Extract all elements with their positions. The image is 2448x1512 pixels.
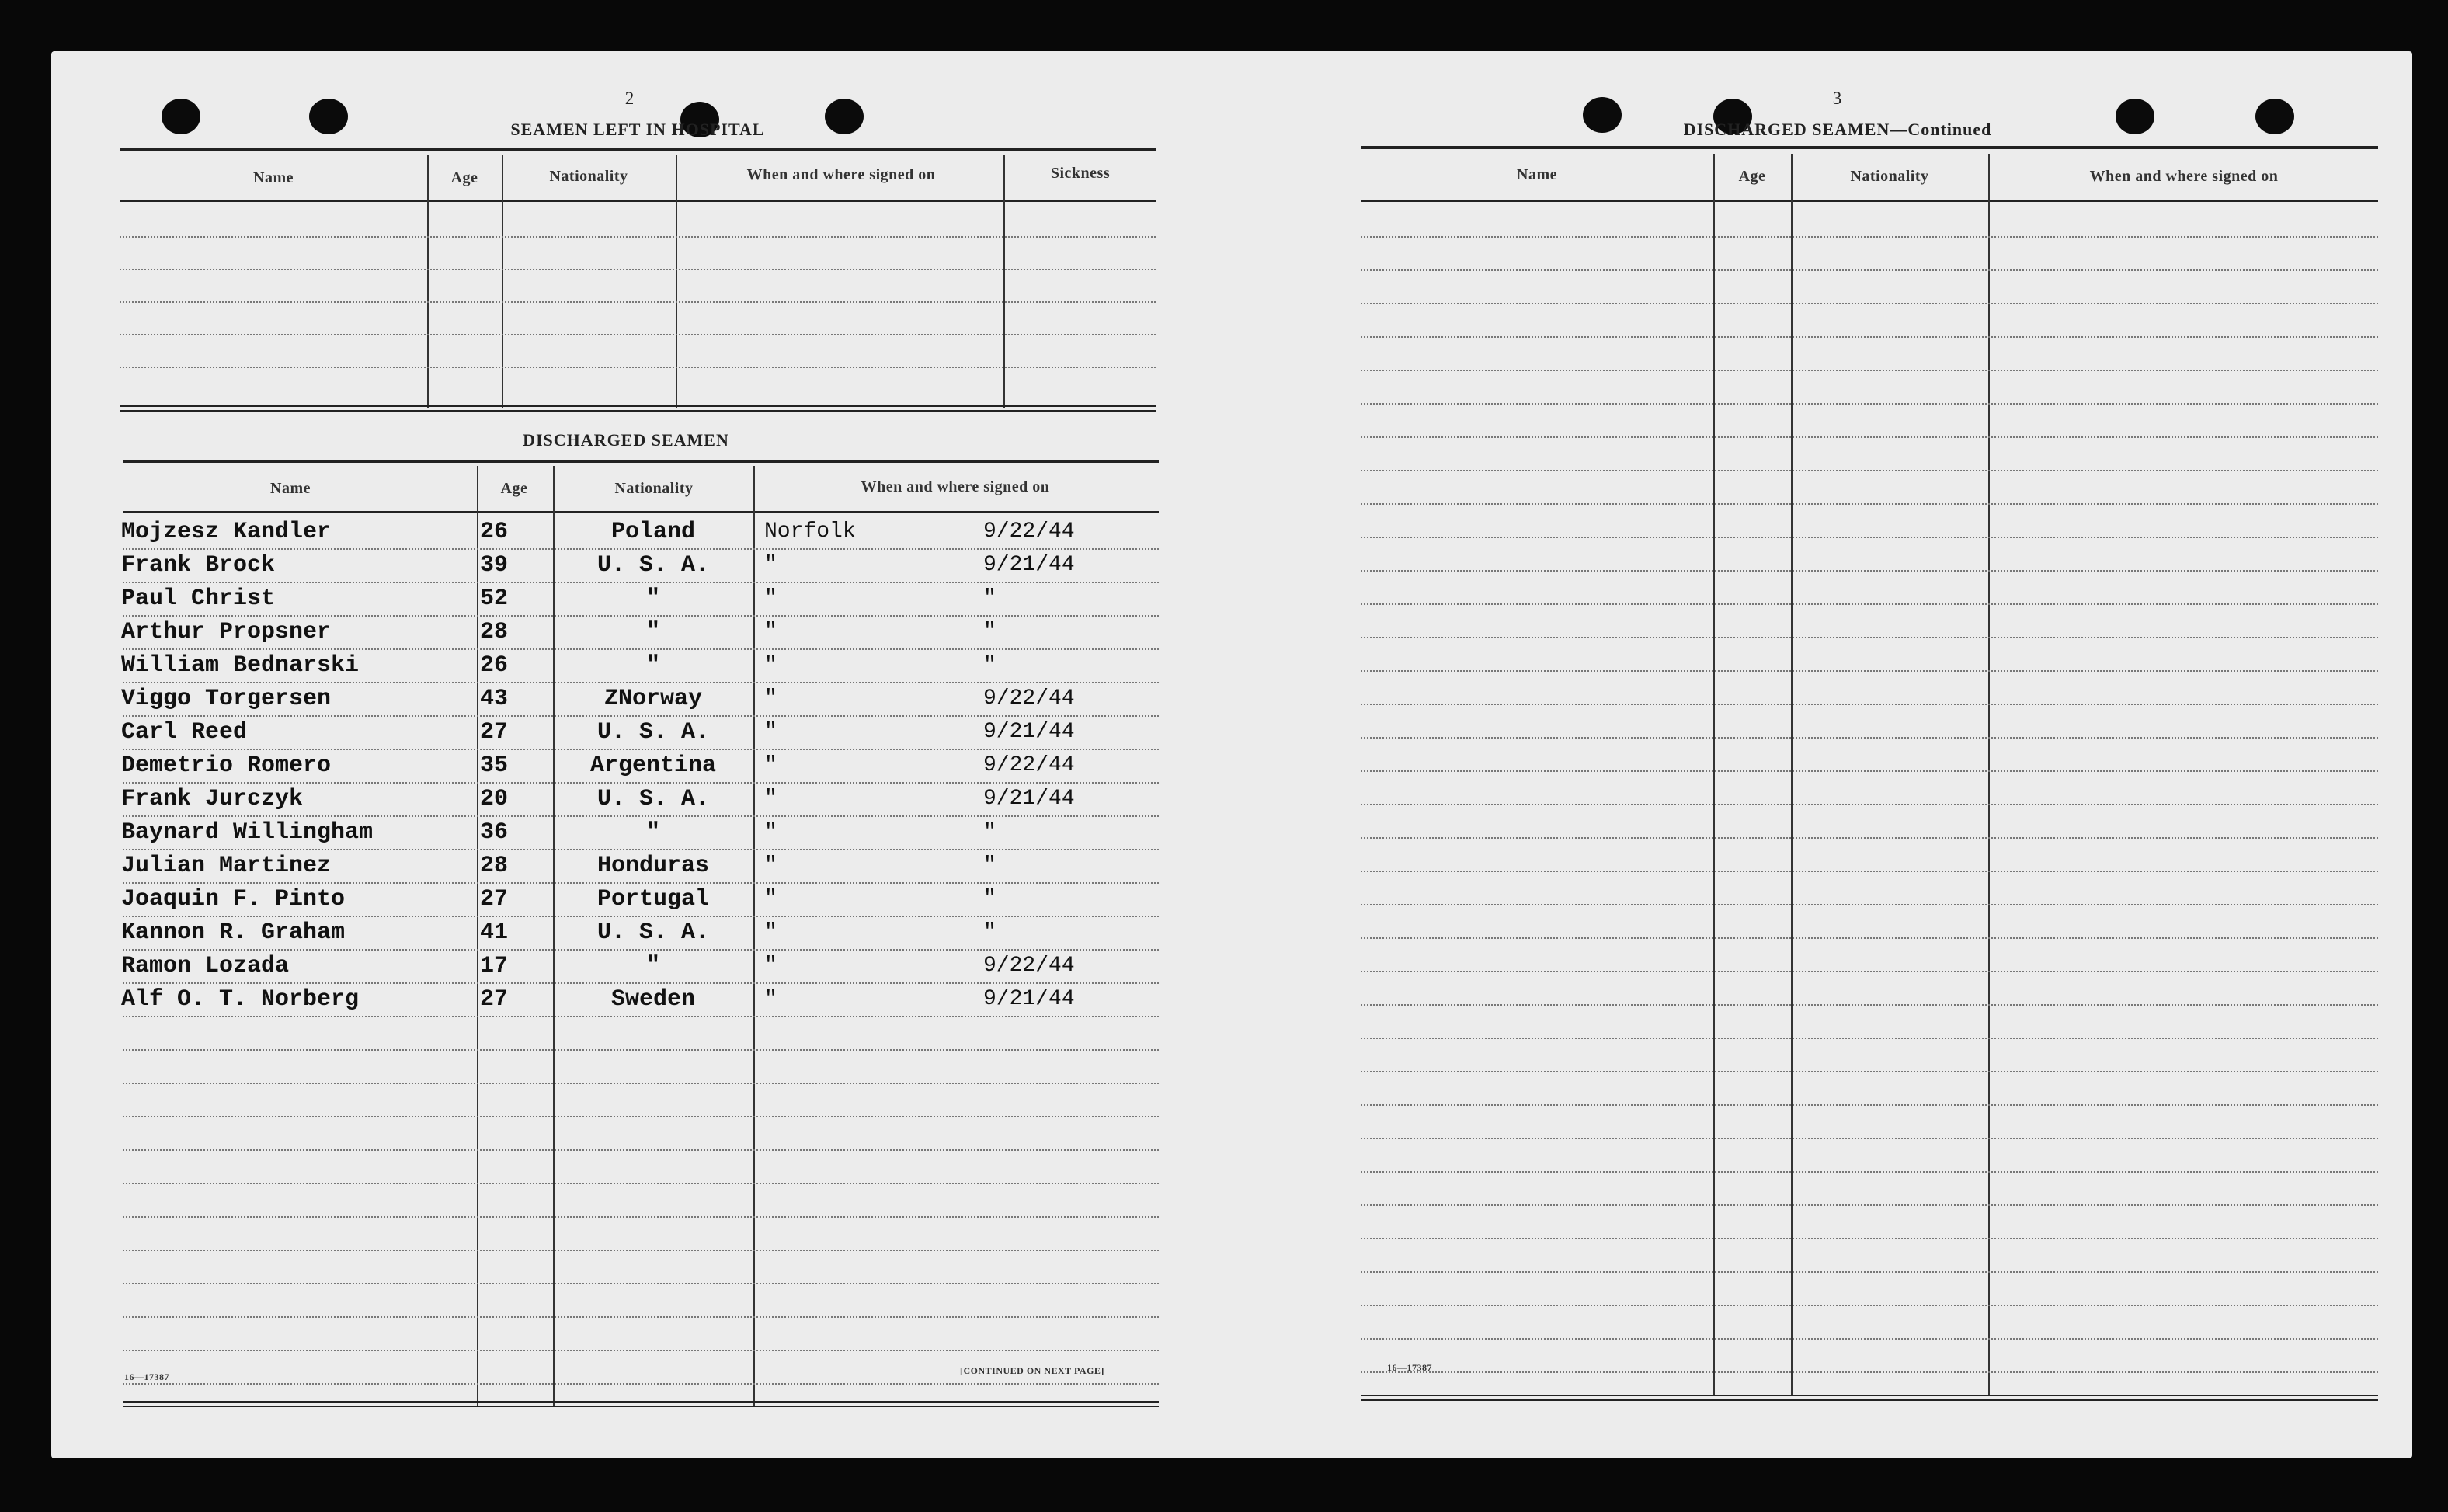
cell-place: "	[764, 887, 777, 911]
dotted-rule	[1361, 1271, 2378, 1273]
cell-date: "	[983, 586, 996, 610]
cell-nationality: Argentina	[589, 753, 717, 779]
cell-nationality: U. S. A.	[596, 919, 710, 946]
dotted-rule	[123, 1283, 1159, 1284]
binder-hole	[162, 99, 200, 134]
cell-name: Baynard Willingham	[121, 819, 374, 846]
cell-date: "	[983, 820, 996, 844]
rule	[120, 200, 1156, 202]
dotted-rule	[120, 301, 1156, 303]
cell-nationality: U. S. A.	[596, 786, 710, 812]
cell-date: 9/22/44	[983, 520, 1075, 544]
dotted-rule	[120, 334, 1156, 335]
page-number: 2	[624, 89, 635, 108]
dotted-rule	[120, 269, 1156, 270]
dotted-rule	[1361, 670, 2378, 672]
cell-name: William Bednarski	[121, 652, 360, 679]
col-header-name: Name	[253, 169, 294, 186]
cell-name: Mojzesz Kandler	[121, 519, 332, 545]
cell-date: 9/22/44	[983, 686, 1075, 711]
dotted-rule	[123, 715, 1159, 717]
dotted-rule	[1361, 236, 2378, 238]
dotted-rule	[123, 849, 1159, 850]
binder-hole	[825, 99, 864, 134]
rule	[120, 148, 1156, 151]
binder-hole	[2255, 99, 2294, 134]
cell-nationality: Portugal	[596, 886, 710, 912]
dotted-rule	[123, 1149, 1159, 1151]
dotted-rule	[123, 1383, 1159, 1385]
dotted-rule	[1361, 336, 2378, 338]
cell-name: Arthur Propsner	[121, 619, 332, 645]
column-divider	[502, 155, 503, 408]
dotted-rule	[1361, 770, 2378, 772]
dotted-rule	[1361, 737, 2378, 739]
col-header-signed-on: When and where signed on	[746, 166, 936, 183]
cell-name: Demetrio Romero	[121, 753, 332, 779]
col-header-nationality: Nationality	[614, 480, 694, 497]
cell-age: 20	[480, 786, 509, 812]
dotted-rule	[1361, 1338, 2378, 1340]
dotted-rule	[120, 236, 1156, 238]
col-header-sickness: Sickness	[1050, 165, 1111, 182]
col-header-signed-on: When and where signed on	[861, 478, 1050, 495]
cell-age: 28	[480, 853, 509, 879]
dotted-rule	[1361, 403, 2378, 405]
cell-nationality: U. S. A.	[596, 552, 710, 579]
cell-name: Frank Jurczyk	[121, 786, 304, 812]
column-divider	[1791, 154, 1793, 1395]
dotted-rule	[1361, 904, 2378, 905]
dotted-rule	[1361, 1305, 2378, 1306]
col-header-name: Name	[270, 480, 311, 497]
cell-age: 28	[480, 619, 509, 645]
column-divider	[676, 155, 677, 408]
cell-date: "	[983, 920, 996, 944]
dotted-rule	[123, 982, 1159, 984]
col-header-age: Age	[1738, 168, 1766, 185]
column-divider	[553, 466, 555, 1406]
dotted-rule	[1361, 1038, 2378, 1039]
cell-date: 9/21/44	[983, 787, 1075, 811]
form-number: 16—17387	[124, 1371, 169, 1382]
rule	[1361, 1399, 2378, 1401]
cell-name: Alf O. T. Norberg	[121, 986, 360, 1013]
dotted-rule	[1361, 570, 2378, 572]
col-header-signed-on: When and where signed on	[2089, 168, 2279, 185]
cell-place: "	[764, 653, 777, 677]
cell-date: 9/22/44	[983, 753, 1075, 777]
column-divider	[1713, 154, 1715, 1395]
right-page	[1263, 51, 2412, 1458]
cell-nationality: Sweden	[610, 986, 696, 1013]
dotted-rule	[123, 749, 1159, 750]
column-divider	[477, 466, 478, 1406]
cell-age: 26	[480, 652, 509, 679]
dotted-rule	[1361, 937, 2378, 939]
dotted-rule	[1361, 537, 2378, 538]
binder-hole	[309, 99, 348, 134]
dotted-rule	[123, 815, 1159, 817]
document-sheet	[51, 51, 2412, 1458]
rule	[123, 511, 1159, 513]
dotted-rule	[123, 1183, 1159, 1184]
col-header-name: Name	[1517, 166, 1557, 183]
dotted-rule	[123, 582, 1159, 583]
dotted-rule	[123, 682, 1159, 683]
dotted-rule	[123, 1350, 1159, 1351]
cell-nationality: Honduras	[596, 853, 710, 879]
dotted-rule	[123, 1216, 1159, 1218]
cell-date: "	[983, 653, 996, 677]
cell-nationality: "	[645, 652, 660, 679]
cell-name: Julian Martinez	[121, 853, 332, 879]
dotted-rule	[1361, 1004, 2378, 1006]
dotted-rule	[1361, 370, 2378, 371]
dotted-rule	[1361, 1238, 2378, 1239]
dotted-rule	[1361, 1204, 2378, 1206]
col-header-nationality: Nationality	[549, 168, 628, 185]
cell-name: Carl Reed	[121, 719, 248, 746]
dotted-rule	[1361, 470, 2378, 471]
cell-place: "	[764, 920, 777, 944]
dotted-rule	[1361, 1171, 2378, 1173]
dotted-rule	[123, 916, 1159, 917]
cell-place: "	[764, 553, 777, 577]
cell-name: Viggo Torgersen	[121, 686, 332, 712]
cell-nationality: "	[645, 819, 660, 846]
dotted-rule	[1361, 637, 2378, 638]
dotted-rule	[123, 1316, 1159, 1318]
cell-place: "	[764, 586, 777, 610]
dotted-rule	[1361, 871, 2378, 872]
cell-name: Paul Christ	[121, 586, 276, 612]
dotted-rule	[123, 1083, 1159, 1084]
page-number: 3	[1832, 89, 1843, 108]
left-page	[51, 51, 1185, 1458]
binder-hole	[2116, 99, 2154, 134]
dotted-rule	[1361, 971, 2378, 972]
cell-place: "	[764, 620, 777, 644]
cell-nationality: ZNorway	[603, 686, 703, 712]
cell-name: Frank Brock	[121, 552, 276, 579]
dotted-rule	[1361, 503, 2378, 505]
dotted-rule	[1361, 804, 2378, 805]
dotted-rule	[123, 882, 1159, 884]
dotted-rule	[1361, 269, 2378, 271]
cell-date: "	[983, 887, 996, 911]
column-divider	[753, 466, 755, 1406]
cell-date: "	[983, 853, 996, 878]
dotted-rule	[123, 1016, 1159, 1017]
rule	[120, 405, 1156, 407]
rule	[123, 460, 1159, 463]
continued-section-title: DISCHARGED SEAMEN—Continued	[1683, 120, 1992, 139]
dotted-rule	[123, 548, 1159, 550]
cell-age: 27	[480, 986, 509, 1013]
cell-name: Kannon R. Graham	[121, 919, 346, 946]
rule	[123, 1401, 1159, 1403]
dotted-rule	[1361, 837, 2378, 839]
column-divider	[427, 155, 429, 408]
cell-date: 9/22/44	[983, 954, 1075, 978]
cell-place: "	[764, 987, 777, 1011]
col-header-nationality: Nationality	[1850, 168, 1929, 185]
cell-age: 52	[480, 586, 509, 612]
dotted-rule	[120, 367, 1156, 368]
rule	[120, 410, 1156, 412]
dotted-rule	[123, 1049, 1159, 1051]
dotted-rule	[1361, 1104, 2378, 1106]
cell-date: "	[983, 620, 996, 644]
rule	[1361, 146, 2378, 149]
cell-place: "	[764, 954, 777, 978]
cell-place: "	[764, 720, 777, 744]
discharged-section-title: DISCHARGED SEAMEN	[523, 430, 729, 450]
cell-name: Ramon Lozada	[121, 953, 290, 979]
cell-place: "	[764, 753, 777, 777]
dotted-rule	[123, 1250, 1159, 1251]
cell-place: "	[764, 787, 777, 811]
cell-nationality: "	[645, 619, 660, 645]
dotted-rule	[123, 648, 1159, 650]
col-header-age: Age	[450, 169, 478, 186]
column-divider	[1003, 155, 1005, 408]
cell-nationality: Poland	[610, 519, 696, 545]
dotted-rule	[1361, 1071, 2378, 1072]
dotted-rule	[1361, 436, 2378, 438]
cell-date: 9/21/44	[983, 720, 1075, 744]
dotted-rule	[123, 782, 1159, 784]
cell-name: Joaquin F. Pinto	[121, 886, 346, 912]
dotted-rule	[1361, 1371, 2378, 1373]
cell-date: 9/21/44	[983, 987, 1075, 1011]
binder-hole	[1583, 97, 1622, 133]
cell-place: "	[764, 853, 777, 878]
cell-place: "	[764, 686, 777, 711]
rule	[1361, 1395, 2378, 1396]
cell-place: "	[764, 820, 777, 844]
cell-age: 36	[480, 819, 509, 846]
continued-note: [CONTINUED ON NEXT PAGE]	[960, 1365, 1104, 1376]
cell-age: 43	[480, 686, 509, 712]
dotted-rule	[123, 949, 1159, 951]
cell-age: 27	[480, 719, 509, 746]
cell-place: Norfolk	[764, 520, 856, 544]
form-number: 16—17387	[1387, 1362, 1432, 1373]
cell-age: 26	[480, 519, 509, 545]
hospital-section-title: SEAMEN LEFT IN HOSPITAL	[510, 120, 765, 139]
rule	[123, 1406, 1159, 1407]
dotted-rule	[1361, 603, 2378, 605]
dotted-rule	[123, 1116, 1159, 1117]
dotted-rule	[1361, 704, 2378, 705]
cell-nationality: U. S. A.	[596, 719, 710, 746]
cell-age: 41	[480, 919, 509, 946]
dotted-rule	[1361, 1138, 2378, 1139]
column-divider	[1988, 154, 1990, 1395]
dotted-rule	[123, 615, 1159, 617]
cell-age: 35	[480, 753, 509, 779]
dotted-rule	[1361, 303, 2378, 304]
cell-nationality: "	[645, 953, 660, 979]
cell-age: 39	[480, 552, 509, 579]
rule	[1361, 200, 2378, 202]
cell-age: 27	[480, 886, 509, 912]
cell-age: 17	[480, 953, 509, 979]
cell-date: 9/21/44	[983, 553, 1075, 577]
col-header-age: Age	[500, 480, 528, 497]
cell-nationality: "	[645, 586, 660, 612]
